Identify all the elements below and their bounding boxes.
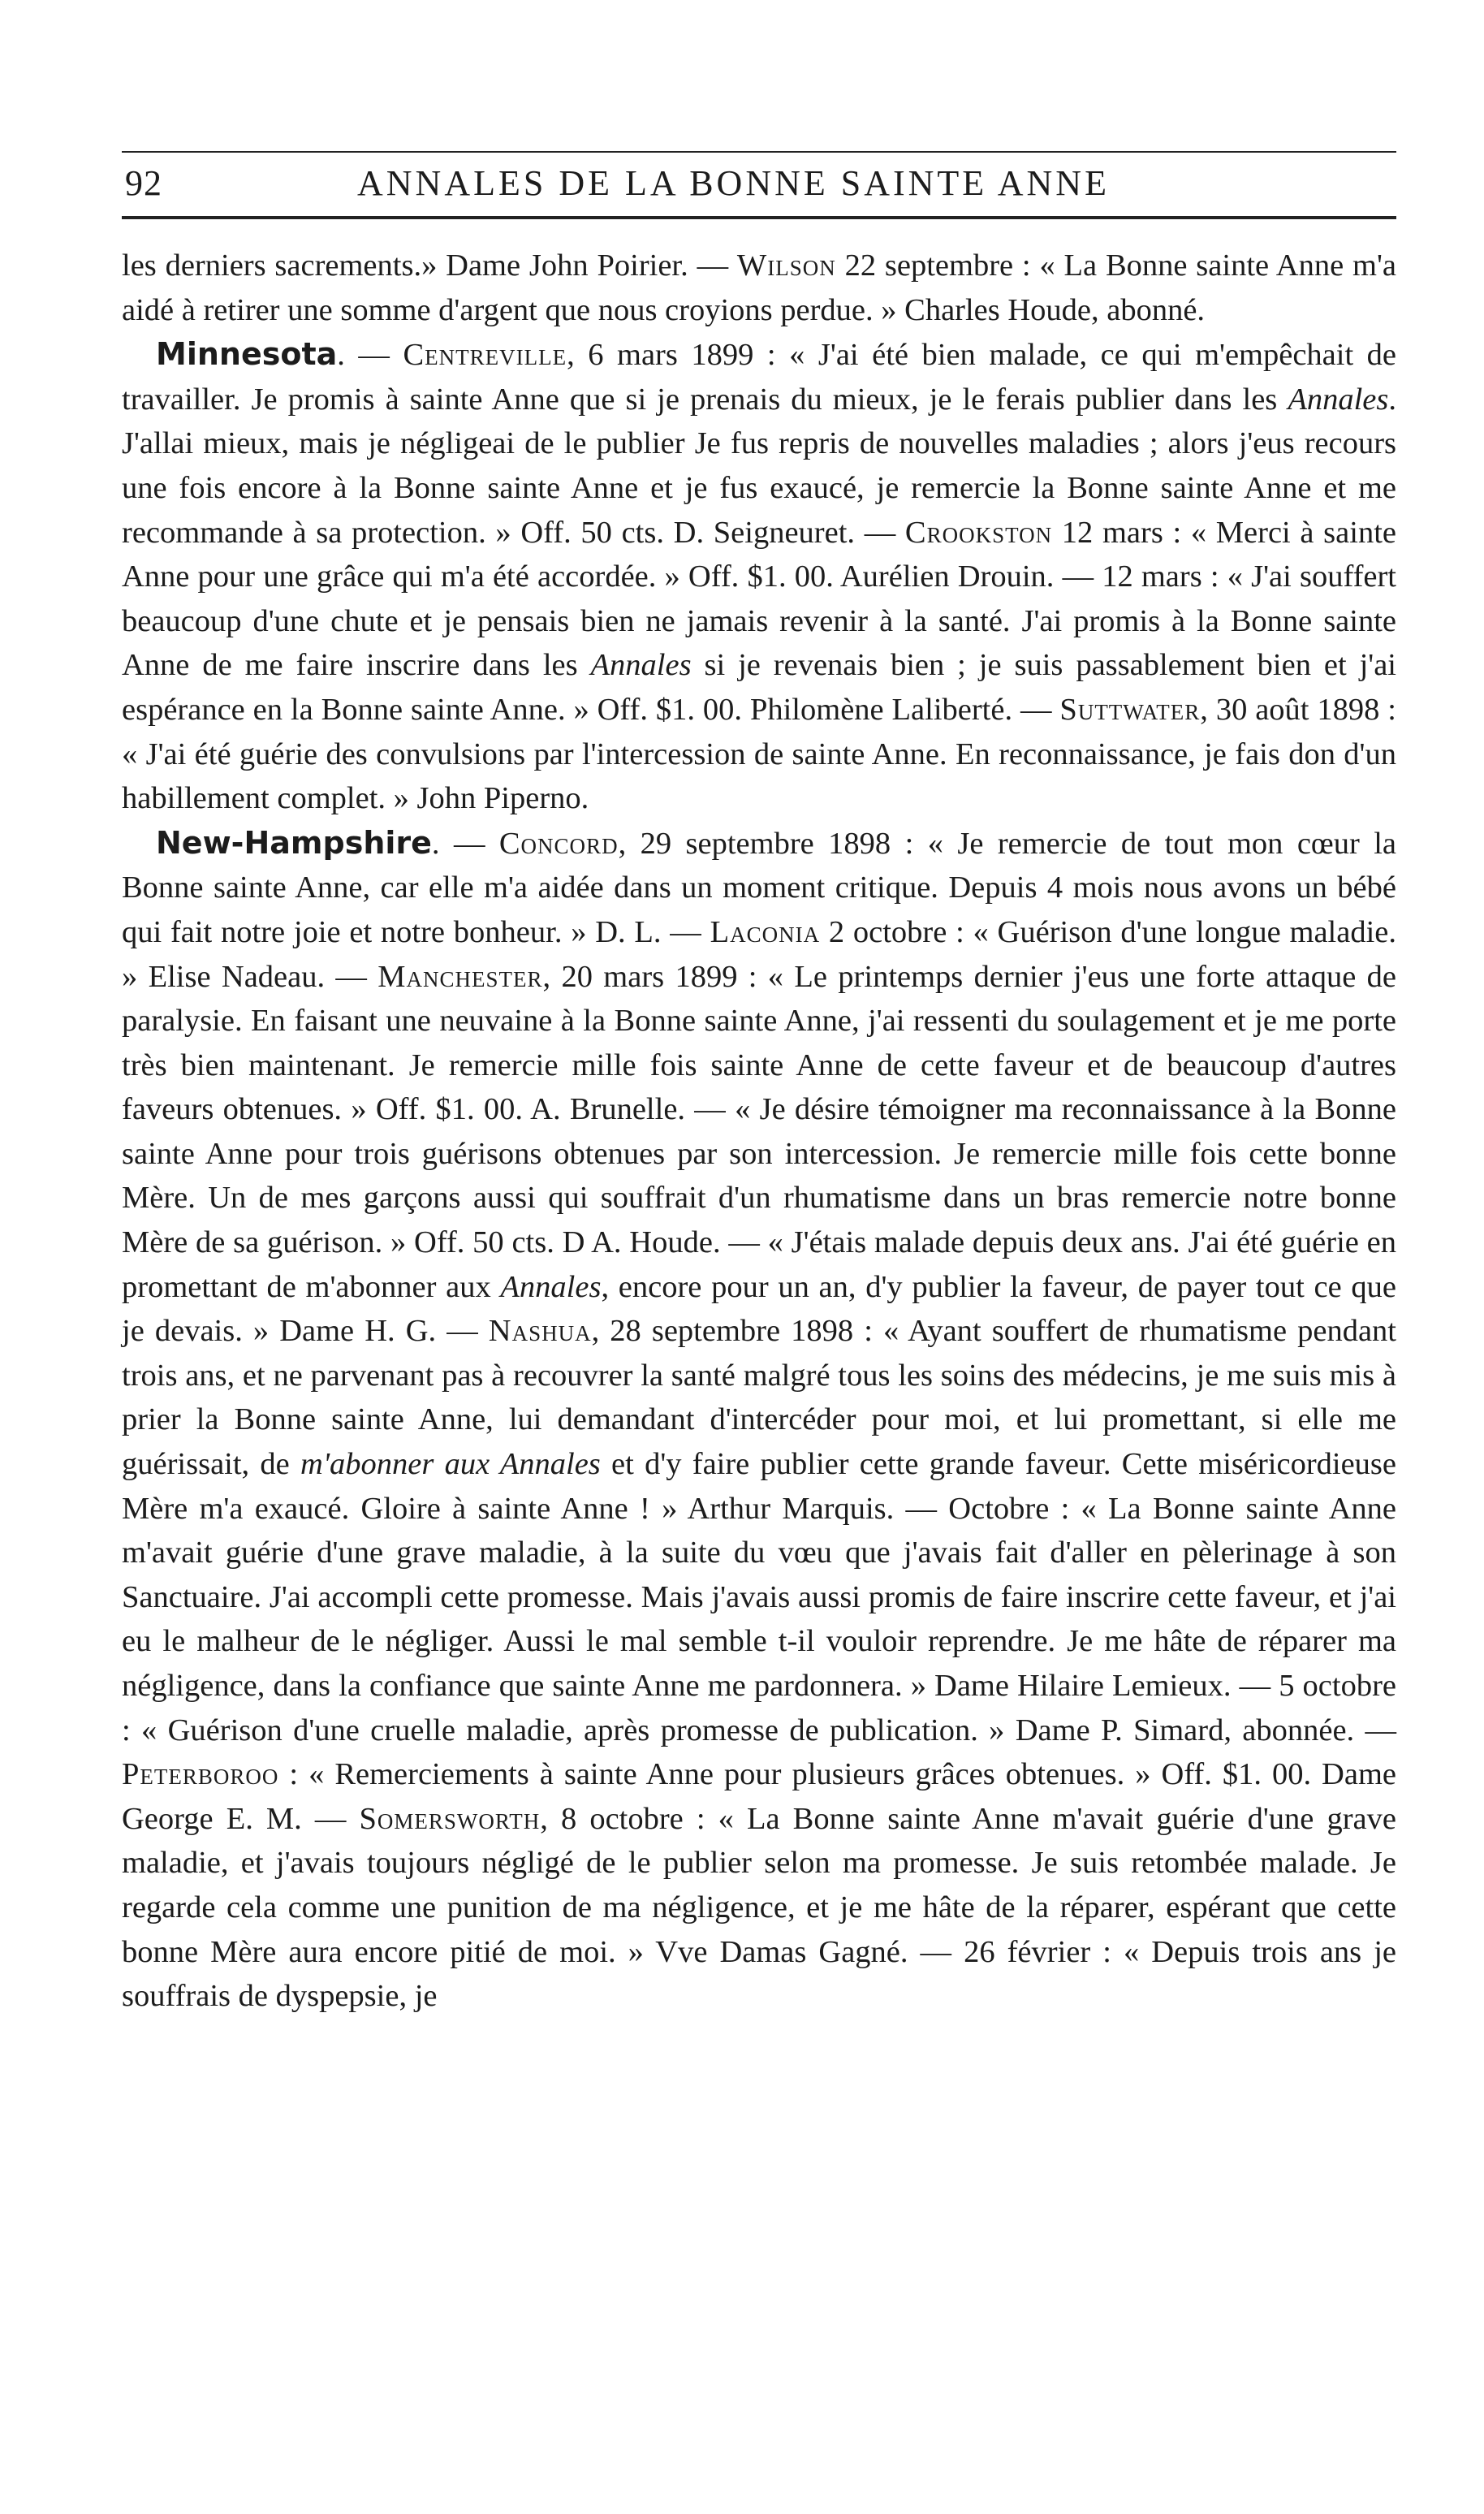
body-text xyxy=(122,244,1396,2019)
place-name: Peterboroo xyxy=(122,1757,279,1792)
italic-text: Annales xyxy=(590,648,692,683)
page-number: 92 xyxy=(125,163,162,203)
region-heading: New-Hampshire xyxy=(156,824,432,861)
place-name: Laconia xyxy=(710,914,821,949)
header-rule-top xyxy=(122,151,1396,153)
text-run: . — xyxy=(431,826,499,861)
text-run: . — xyxy=(337,338,403,373)
paragraph-continuation xyxy=(122,244,1396,332)
text-run: , 29 septembre 1898 : « Je remercie de tout mon cœur la Bonne sainte Anne, car elle m'a aidée dans un moment critique. Depuis 4 mois nous avons un bébé qui fait notre joie et notre bonheur. » D. L. — xyxy=(122,826,1397,949)
text-run: , 28 septembre 1898 : « Ayant souffert de rhumatisme pendant trois ans, et ne parvenant pas à recouvrer la santé malgré tous les soins des médecins, je me suis mis à prier la Bonne sainte Anne, lui demandant d'intercéder pour moi, et lui promettant, si elle me guérissait, de xyxy=(122,1314,1396,1482)
text-run: 22 septembre : « La Bonne sainte Anne m'a aidé à retirer une somme d'argent que nous croyions perdue. » Charles Houde, abonné. xyxy=(122,248,1396,327)
text-run: , 6 mars 1899 : « J'ai été bien malade, ce qui m'empêchait de travailler. Je promis à sainte Anne que si je prenais du mieux, je le ferais publier dans les xyxy=(122,338,1397,417)
place-name: Nashua xyxy=(488,1314,592,1349)
running-header xyxy=(122,162,1396,219)
place-name: Concord xyxy=(498,826,619,861)
running-title: ANNALES DE LA BONNE SAINTE ANNE xyxy=(357,163,1110,203)
region-heading: Minnesota xyxy=(156,336,338,373)
text-run: 12 mars : « Merci à sainte Anne pour une grâce qui m'a été accordée. » Off. $1. 00. Aurélien Drouin. — 12 mars : « J'ai souffert beaucoup d'une chute et je pensais bien ne jamais revenir à la santé. J'ai promis à la Bonne sainte Anne de me faire inscrire dans les xyxy=(122,515,1396,683)
paragraph-new-hampshire xyxy=(122,821,1396,2019)
text-run: et d'y faire publier cette grande faveur. Cette miséricordieuse Mère m'a exaucé. Gloire à sainte Anne ! » Arthur Marquis. — Octobre : « La Bonne sainte Anne m'avait guérie d'une grave maladie, à la suite du vœu que j'avais fait d'aller en pèlerinage à son Sanctuaire. J'ai accompli cette promesse. Mais j'avais aussi promis de faire inscrire cette faveur, et j'ai eu le malheur de le négliger. Aussi le mal semble t-il vouloir reprendre. Je me hâte de réparer ma négligence, dans la confiance que sainte Anne me pardonnera. » Dame Hilaire Lemieux. — 5 octobre : « Guérison d'une cruelle maladie, après promesse de publication. » Dame P. Simard, abonnée. — xyxy=(122,1447,1396,1747)
place-name: Suttwater xyxy=(1059,692,1201,727)
text-run: : « Remerciements à sainte Anne pour plusieurs grâces obtenues. » Off. $1. 00. Dame George E. M. — xyxy=(122,1757,1396,1836)
place-name: Crookston xyxy=(904,515,1053,550)
text-run: . J'allai mieux, mais je négligeai de le publier Je fus repris de nouvelles maladies ; alors j'eus recours une fois encore à la Bonne sainte Anne et je fus exaucé, je remercie la Bonne sainte Anne et me recommande à sa protection. » Off. 50 cts. D. Seigneuret. — xyxy=(122,382,1396,550)
text-run: , 8 octobre : « La Bonne sainte Anne m'avait guérie d'une grave maladie, et j'avais toujours négligé de le publier selon ma promesse. Je suis retombée malade. Je regarde cela comme une punition de ma négligence, et je me hâte de la réparer, espérant que cette bonne Mère aura encore pitié de moi. » Vve Damas Gagné. — 26 février : « Depuis trois ans je souffrais de dyspepsie, je xyxy=(122,1801,1396,2014)
place-name: Centreville xyxy=(403,338,567,373)
scanned-page xyxy=(122,0,1396,2514)
text-run: 2 octobre : « Guérison d'une longue maladie. » Elise Nadeau. — xyxy=(122,914,1396,994)
place-name: Somersworth xyxy=(359,1801,541,1836)
italic-text: Annales xyxy=(500,1269,602,1304)
place-name: Wilson xyxy=(736,248,836,283)
text-run: , encore pour un an, d'y publier la faveur, de payer tout ce que je devais. » Dame H. G. — xyxy=(122,1269,1396,1349)
text-run: , 20 mars 1899 : « Le printemps dernier j'eus une forte attaque de paralysie. En faisant une neuvaine à la Bonne sainte Anne, j'ai ressenti du soulagement et je me porte très bien maintenant. Je remercie mille fois sainte Anne de cette faveur et de beaucoup d'autres faveurs obtenues. » Off. $1. 00. A. Brunelle. — « Je désire témoigner ma reconnaissance à la Bonne sainte Anne pour trois guérisons obtenues par son intercession. Je remercie mille fois cette bonne Mère. Un de mes garçons aussi qui souffrait d'un rhumatisme dans un bras remercie notre bonne Mère de sa guérison. » Off. 50 cts. D A. Houde. — « J'étais malade depuis deux ans. J'ai été guérie en promettant de m'abonner aux xyxy=(122,959,1396,1304)
text-run: , 30 août 1898 : « J'ai été guérie des convulsions par l'intercession de sainte Anne. En reconnaissance, je fais don d'un habillement complet. » John Piperno. xyxy=(122,692,1397,816)
paragraph-minnesota xyxy=(122,332,1396,821)
italic-text: m'abonner aux Annales xyxy=(300,1447,601,1482)
italic-text: Annales xyxy=(1288,382,1389,417)
text-run: si je revenais bien ; je suis passablement bien et j'ai espérance en la Bonne sainte Anne. » Off. $1. 00. Philomène Laliberté. — xyxy=(122,648,1396,727)
place-name: Manchester xyxy=(377,959,543,994)
text-run: les derniers sacrements.» Dame John Poirier. — xyxy=(122,248,737,283)
header-rule xyxy=(122,216,1396,219)
